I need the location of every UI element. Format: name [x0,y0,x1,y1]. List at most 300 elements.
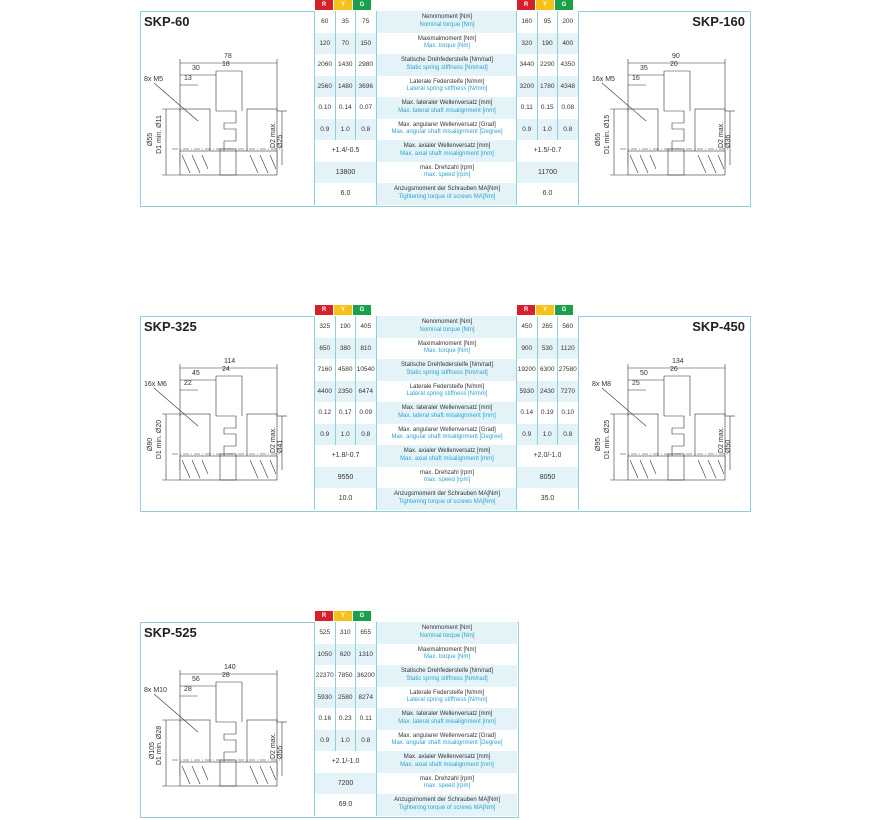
dim-d1-min: D1 min. Ø15 [604,114,612,155]
table-row [517,359,578,381]
value-cell: 5930 [315,687,336,709]
value-cell: 150 [360,39,372,47]
table-row [315,140,376,162]
model-title: SKP-160 [692,14,745,29]
dim-d1-min: D1 min. Ø20 [156,419,164,460]
value-axial: +1.8/-0.7 [331,452,360,460]
value-cell: 405 [360,323,372,331]
label-de: Statische Drehfedersteife [Nm/rad] [400,668,494,675]
value-cell: 525 [315,622,336,644]
label-de: Max. lateraler Wellenversatz [mm] [401,711,493,718]
value-cell: 1.0 [538,424,559,446]
label-de: Nennmoment [Nm] [421,625,473,632]
dim-outer-diameter: Ø80 [147,437,155,452]
label-en: Tightening torque of screws MA[Nm] [398,498,496,505]
spec-label [377,338,517,360]
value-cell: 0.9 [315,424,336,446]
label-de: Nennmoment [Nm] [421,319,473,326]
value-cell: 4350 [560,61,575,69]
value-cell: 1480 [336,76,357,98]
value-cell: 0.9 [315,119,336,141]
label-de: Max. axialer Wellenversatz [mm] [403,754,491,761]
model-title: SKP-325 [144,319,197,334]
value-cell: 1.0 [538,119,559,141]
label-de: max. Drehzahl [rpm] [419,775,474,782]
table-row [315,445,376,467]
value-cell: 1050 [315,644,336,666]
table-row [315,644,376,666]
dim-screws: 8x M8 [592,381,612,388]
dim-screws: 8x M5 [144,76,164,83]
value-cell: 320 [517,33,538,55]
table-row [517,488,578,510]
label-de: Maximalmoment [Nm] [417,646,477,653]
legend-badge-r: R [315,611,333,621]
table-row [315,424,376,446]
label-de: Laterale Federsteife [N/mm] [409,78,485,85]
model-title: SKP-525 [144,625,197,640]
value-cell: 95 [538,11,559,33]
table-row [315,622,376,644]
spec-label [377,424,517,446]
value-cell: 2980 [358,61,373,69]
value-cell: 3200 [517,76,538,98]
dim-hub-length: 50 [640,370,648,377]
label-en: Tightening torque of screws MA[Nm] [398,804,496,811]
value-cell: 650 [315,338,336,360]
table-row [517,162,578,184]
label-de: Laterale Federsteife [N/mm] [409,383,485,390]
label-en: Max. torque [Nm] [423,654,470,661]
dim-hub-length: 35 [640,65,648,72]
table-row [315,76,376,98]
value-cell: 560 [562,323,574,331]
value-cell: 0.10 [561,409,575,417]
table-row [315,338,376,360]
table-row [315,730,376,752]
spec-label [377,33,517,55]
value-cell: 530 [538,338,559,360]
label-en: Max. lateral shaft misalignment [mm] [398,107,496,114]
value-cell: 0.08 [561,104,575,112]
spec-label [377,730,517,752]
spec-label [377,622,517,644]
table-row [315,11,376,33]
value-axial: +1.4/-0.5 [331,147,360,155]
dim-gap-length: 24 [222,366,230,373]
dim-screw-distance: 25 [632,380,640,387]
dim-overall-length: 90 [672,53,680,60]
value-cell: 75 [362,18,370,26]
dim-overall-length: 140 [224,664,236,671]
value-cell: 1430 [336,54,357,76]
legend-badge-r: R [517,305,535,315]
spec-label [377,708,517,730]
value-cell: 400 [562,39,574,47]
dim-gap-length: 28 [222,672,230,679]
legend-badge-y: Y [536,0,554,10]
value-cell: 120 [315,33,336,55]
dim-outer-diameter: Ø105 [149,741,157,760]
value-axial: +2.0/-1.0 [533,452,562,460]
value-cell: 22370 [315,665,336,687]
table-row [315,162,376,184]
spec-label [377,794,517,816]
value-cell: 0.11 [359,715,372,723]
dim-screws: 8x M10 [144,687,167,694]
legend-badge-y: Y [334,0,352,10]
dim-d2-max: D2 max. Ø36 [718,121,732,148]
label-de: Max. axialer Wellenversatz [mm] [403,143,491,150]
table-row [517,54,578,76]
label-en: Max. torque [Nm] [423,43,470,50]
value-cell: 36200 [356,672,375,680]
value-cell: 200 [562,18,574,26]
spec-label [377,467,517,489]
spec-label [377,76,517,98]
value-cell: 0.8 [361,736,371,744]
spec-label [377,445,517,467]
value-cell: 0.8 [361,430,371,438]
spec-label [377,665,517,687]
coupling-drawing [142,51,292,206]
label-en: Max. lateral shaft misalignment [mm] [398,718,496,725]
rating-legend [315,611,372,621]
table-row [315,467,376,489]
label-de: Statische Drehfedersteife [Nm/rad] [400,362,494,369]
dim-d1-min: D1 min. Ø28 [156,725,164,766]
label-de: Anzugsmoment der Schrauben MA[Nm] [393,186,501,193]
table-row [517,381,578,403]
value-cell: 0.9 [517,119,538,141]
table-row [315,119,376,141]
model-title: SKP-450 [692,319,745,334]
spec-block [140,613,751,818]
legend-badge-g: G [555,0,573,10]
value-cell: 2580 [336,687,357,709]
label-en: Lateral spring stiffness [N/mm] [406,86,488,93]
label-de: Max. lateraler Wellenversatz [mm] [401,405,493,412]
spec-values-skp-60 [314,2,377,205]
value-cell: 3696 [358,82,373,90]
table-row [315,316,376,338]
table-row [517,316,578,338]
value-cell: 7160 [315,359,336,381]
label-en: Max. angular shaft misalignment [Degree] [391,740,503,747]
value-cell: 6474 [358,387,373,395]
dim-d2-max: D2 max. Ø50 [718,426,732,453]
value-cell: 2290 [538,54,559,76]
table-row [315,488,376,510]
table-row [517,140,578,162]
dim-overall-length: 78 [224,53,232,60]
label-de: Max. angularer Wellenversatz [Grad] [398,121,496,128]
value-tightening: 6.0 [340,190,351,198]
value-speed: 13800 [335,168,356,176]
spec-values-skp-160 [516,2,579,205]
value-cell: 0.14 [336,97,357,119]
table-row [517,76,578,98]
dim-screws: 16x M6 [144,381,167,388]
spec-label [377,381,517,403]
spec-label [377,183,517,205]
spec-block [140,2,751,207]
value-cell: 0.16 [315,708,336,730]
value-cell: 6300 [538,359,559,381]
spec-label [377,140,517,162]
spec-labels [377,622,517,816]
table-row [517,183,578,205]
value-tightening: 35.0 [540,495,555,503]
label-en: Max. angular shaft misalignment [Degree] [391,129,503,136]
spec-block [140,307,751,512]
table-row [315,665,376,687]
dim-d2-max: D2 max. Ø55 [270,732,284,759]
label-de: Maximalmoment [Nm] [417,35,477,42]
value-tightening: 6.0 [542,190,553,198]
value-cell: 900 [517,338,538,360]
spec-labels [377,316,517,510]
coupling-drawing [590,356,740,511]
spec-labels [377,11,517,205]
label-en: Lateral spring stiffness [N/mm] [406,697,488,704]
spec-values-skp-450 [516,307,579,510]
dim-screws: 16x M5 [592,76,615,83]
table-row [315,687,376,709]
value-cell: 2350 [336,381,357,403]
spec-label [377,119,517,141]
table-row [517,445,578,467]
spec-values-skp-325 [314,307,377,510]
spec-label [377,751,517,773]
legend-badge-y: Y [536,305,554,315]
value-cell: 160 [517,11,538,33]
value-speed: 8050 [539,473,556,481]
value-cell: 1120 [560,344,575,352]
coupling-drawing [142,356,292,511]
model-title: SKP-60 [144,14,190,29]
value-cell: 190 [538,33,559,55]
spec-label [377,402,517,424]
table-row [315,751,376,773]
dim-overall-length: 114 [224,358,236,365]
spec-label [377,773,517,795]
table-row [517,33,578,55]
value-axial: +1.5/-0.7 [533,147,562,155]
legend-badge-r: R [517,0,535,10]
value-tightening: 69.0 [338,801,353,809]
label-en: Max. lateral shaft misalignment [mm] [398,412,496,419]
legend-badge-y: Y [334,305,352,315]
dim-screw-distance: 13 [184,75,192,82]
label-en: Nominal torque [Nm] [419,326,475,333]
legend-badge-r: R [315,305,333,315]
value-cell: 620 [336,644,357,666]
dim-screw-distance: 16 [632,75,640,82]
label-de: Anzugsmoment der Schrauben MA[Nm] [393,491,501,498]
label-en: Max. axial shaft misalignment [mm] [400,761,494,768]
value-cell: 27580 [558,366,577,374]
value-cell: 655 [360,629,372,637]
dim-d2-max: D2 max. Ø41 [270,426,284,453]
label-de: Max. axialer Wellenversatz [mm] [403,448,491,455]
table-row [315,33,376,55]
dim-hub-length: 30 [192,65,200,72]
spec-label [377,316,517,338]
label-de: Max. angularer Wellenversatz [Grad] [398,732,496,739]
value-tightening: 10.0 [338,495,353,503]
table-row [315,708,376,730]
value-cell: 0.17 [336,402,357,424]
spec-label [377,162,517,184]
dim-outer-diameter: Ø65 [595,132,603,147]
value-cell: 0.8 [563,125,573,133]
dim-d1-min: D1 min. Ø25 [604,419,612,460]
label-en: Nominal torque [Nm] [419,632,475,639]
dim-hub-length: 45 [192,370,200,377]
rating-legend [517,0,574,10]
table-row [517,338,578,360]
value-cell: 19200 [517,359,538,381]
label-en: Static spring stiffness [Nm/rad] [406,675,488,682]
dim-screw-distance: 28 [184,686,192,693]
label-en: Lateral spring stiffness [N/mm] [406,391,488,398]
spec-label [377,11,517,33]
dim-d2-max: D2 max. Ø25 [270,121,284,148]
value-cell: 1.0 [336,119,357,141]
table-row [517,97,578,119]
value-cell: 35 [336,11,357,33]
value-cell: 0.07 [359,104,373,112]
table-row [517,119,578,141]
label-en: Max. angular shaft misalignment [Degree] [391,434,503,441]
label-de: Max. angularer Wellenversatz [Grad] [398,426,496,433]
value-cell: 0.09 [359,409,373,417]
spec-label [377,97,517,119]
value-cell: 1780 [538,76,559,98]
table-row [315,183,376,205]
spec-values-skp-525 [314,613,377,816]
legend-badge-y: Y [334,611,352,621]
label-en: max. speed [rpm] [423,172,471,179]
value-cell: 325 [315,316,336,338]
value-cell: 0.14 [517,402,538,424]
table-row [517,402,578,424]
dim-outer-diameter: Ø55 [147,132,155,147]
legend-badge-r: R [315,0,333,10]
table-row [315,97,376,119]
rating-legend [517,305,574,315]
label-de: Anzugsmoment der Schrauben MA[Nm] [393,797,501,804]
value-cell: 3440 [517,54,538,76]
value-cell: 0.11 [517,97,538,119]
value-cell: 4580 [336,359,357,381]
value-cell: 8274 [358,693,373,701]
label-de: max. Drehzahl [rpm] [419,164,474,171]
value-cell: 450 [517,316,538,338]
rating-legend [315,0,372,10]
value-cell: 10540 [356,366,375,374]
value-cell: 0.19 [538,402,559,424]
dim-gap-length: 20 [670,61,678,68]
value-cell: 4348 [560,82,575,90]
value-cell: 2430 [538,381,559,403]
spec-label [377,687,517,709]
spec-label [377,359,517,381]
label-en: max. speed [rpm] [423,477,471,484]
table-row [517,11,578,33]
spec-label [377,54,517,76]
value-cell: 2560 [315,76,336,98]
value-cell: 0.23 [336,708,357,730]
label-en: Max. axial shaft misalignment [mm] [400,455,494,462]
label-en: Nominal torque [Nm] [419,21,475,28]
value-cell: 265 [538,316,559,338]
value-cell: 810 [360,344,372,352]
value-cell: 1.0 [336,424,357,446]
label-en: Static spring stiffness [Nm/rad] [406,64,488,71]
table-row [315,773,376,795]
value-cell: 0.9 [315,730,336,752]
value-cell: 380 [336,338,357,360]
label-de: max. Drehzahl [rpm] [419,469,474,476]
coupling-drawing [142,662,292,817]
label-de: Laterale Federsteife [N/mm] [409,689,485,696]
value-cell: 0.9 [517,424,538,446]
value-cell: 0.10 [315,97,336,119]
value-axial: +2.1/-1.0 [331,758,360,766]
legend-badge-g: G [555,305,573,315]
spec-label [377,488,517,510]
rating-legend [315,305,372,315]
value-cell: 2060 [315,54,336,76]
table-row [517,424,578,446]
value-cell: 7850 [336,665,357,687]
label-en: max. speed [rpm] [423,783,471,790]
value-cell: 0.15 [538,97,559,119]
value-speed: 7200 [337,779,354,787]
value-cell: 0.8 [563,430,573,438]
dim-overall-length: 134 [672,358,684,365]
value-cell: 190 [336,316,357,338]
value-cell: 0.8 [361,125,371,133]
value-cell: 310 [336,622,357,644]
value-cell: 7270 [560,387,575,395]
label-en: Max. torque [Nm] [423,348,470,355]
dim-d1-min: D1 min. Ø11 [155,115,163,154]
value-cell: 1310 [358,650,373,658]
value-cell: 1.0 [336,730,357,752]
table-row [315,794,376,816]
legend-badge-g: G [353,305,371,315]
table-row [315,359,376,381]
table-row [315,54,376,76]
table-row [517,467,578,489]
label-en: Max. axial shaft misalignment [mm] [400,150,494,157]
spec-label [377,644,517,666]
value-cell: 60 [315,11,336,33]
dim-gap-length: 18 [222,61,230,68]
legend-badge-g: G [353,611,371,621]
coupling-drawing [590,51,740,206]
table-row [315,381,376,403]
legend-badge-g: G [353,0,371,10]
value-cell: 4400 [315,381,336,403]
label-de: Nennmoment [Nm] [421,14,473,21]
label-de: Maximalmoment [Nm] [417,340,477,347]
value-speed: 9550 [337,473,354,481]
label-en: Tightening torque of screws MA[Nm] [398,193,496,200]
